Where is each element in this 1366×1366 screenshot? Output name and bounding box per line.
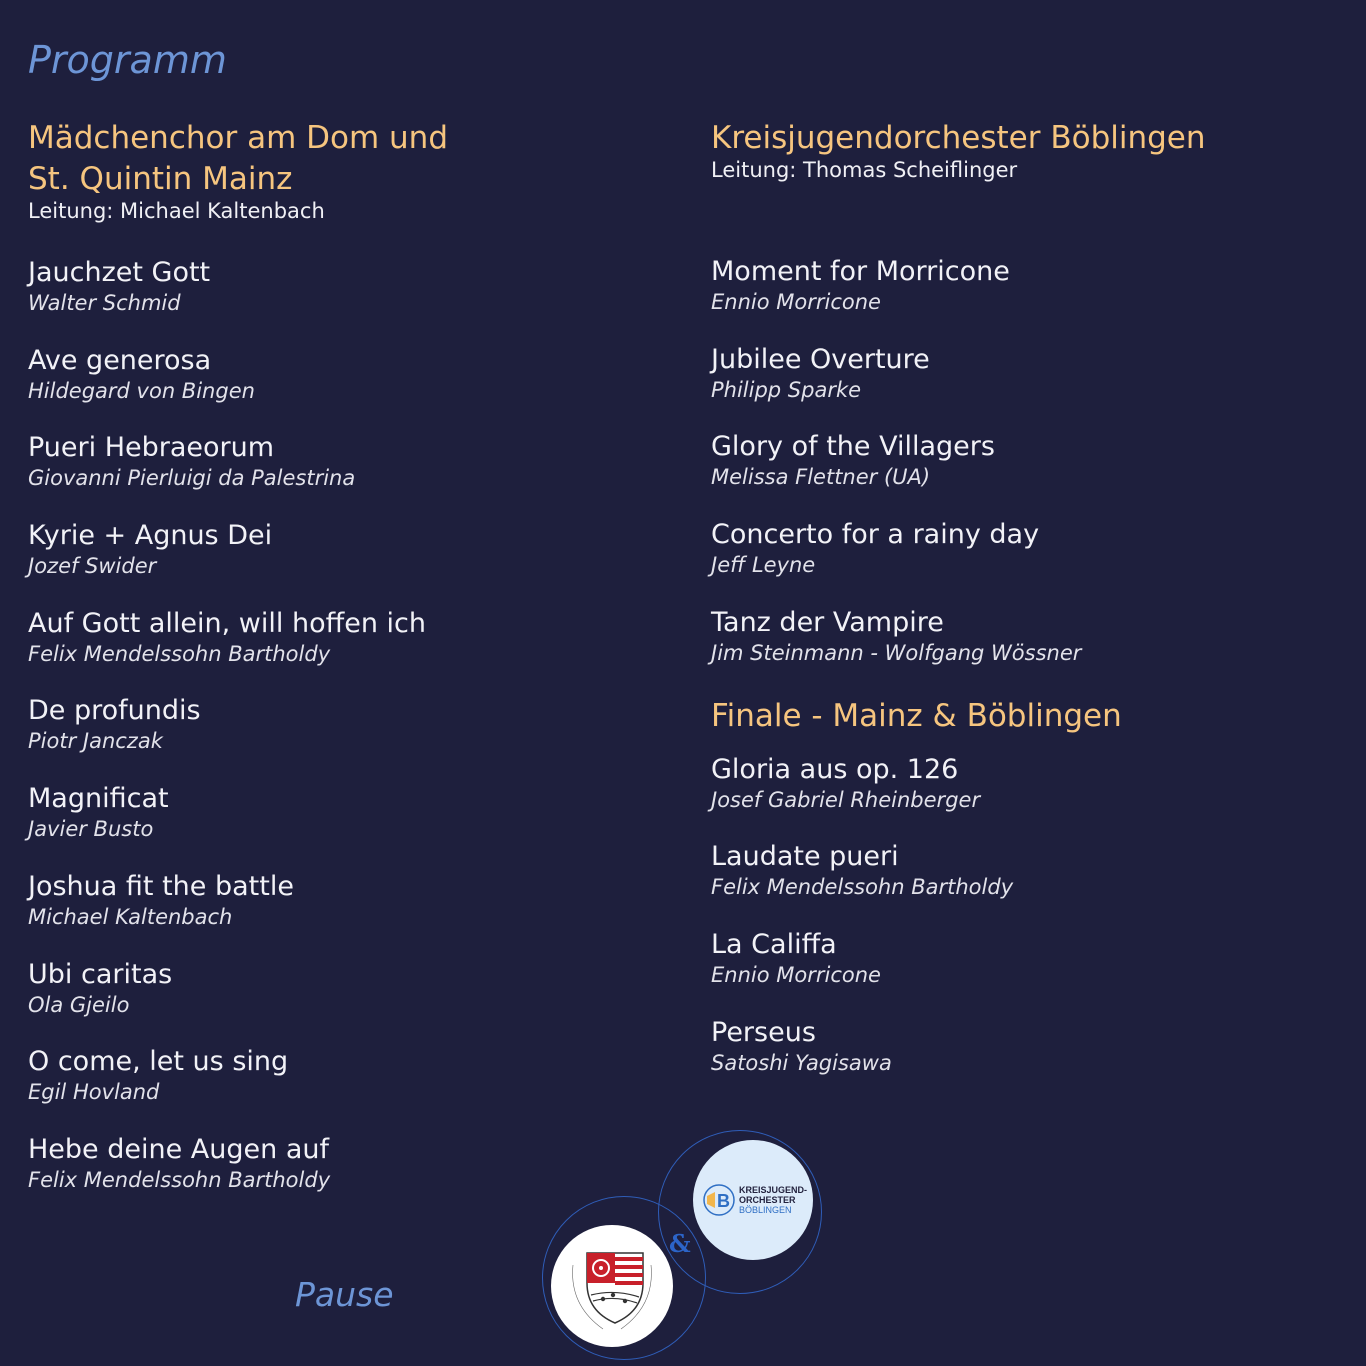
piece-composer: Ola Gjeilo [28,992,130,1017]
orchestra-logo-wordmark [739,1185,807,1215]
piece-composer: Melissa Flettner (UA) [711,465,931,490]
program-item [28,1133,628,1221]
orchestra-piece-list [711,255,1331,690]
piece-title: Gloria aus op. 126 [711,753,959,785]
piece-title: Magnificat [28,783,169,815]
orchestra-logo [693,1140,813,1260]
piece-title: Laudate pueri [711,841,899,873]
program-item [711,606,1331,690]
piece-title: Moment for Morricone [711,256,1010,287]
piece-composer: Ennio Morricone [711,963,881,988]
piece-title: Glory of the Villagers [711,431,995,463]
piece-title: Hebe deine Augen auf [28,1133,329,1165]
program-item [711,518,1331,606]
piece-composer: Satoshi Yagisawa [711,1050,892,1075]
program-item [711,430,1331,518]
choir-crest-icon [551,1225,673,1347]
choir-leader: Leitung: Michael Kaltenbach [28,199,325,223]
program-item [711,753,1331,841]
piece-title: Ubi caritas [28,958,173,990]
program-item [28,694,628,782]
piece-composer: Jim Steinmann - Wolfgang Wössner [711,640,1082,665]
choir-heading-line2: St. Quintin Mainz [28,161,293,197]
piece-composer: Walter Schmid [28,291,181,315]
program-item [711,1016,1331,1104]
piece-title: De profundis [28,695,201,727]
program-item [28,519,628,607]
piece-composer: Ennio Morricone [711,290,881,314]
piece-composer: Egil Hovland [28,1080,160,1105]
piece-composer: Hildegard von Bingen [28,378,255,403]
program-item [28,958,628,1046]
program-item [28,607,628,695]
logo-group [540,1130,830,1366]
program-item [28,344,628,432]
piece-composer: Felix Mendelssohn Bartholdy [28,641,331,666]
program-item [711,840,1331,928]
choir-heading-line1: Mädchenchor am Dom und [28,120,448,156]
orchestra-heading: Kreisjugendorchester Böblingen [711,120,1206,156]
program-item [28,782,628,870]
piece-composer: Piotr Janczak [28,729,163,754]
piece-composer: Giovanni Pierluigi da Palestrina [28,466,356,491]
program-item [28,431,628,519]
piece-title: Ave generosa [28,344,212,376]
piece-title: La Califfa [711,929,837,961]
choir-piece-list [28,256,628,1221]
piece-title: Concerto for a rainy day [711,519,1040,551]
piece-composer: Felix Mendelssohn Bartholdy [28,1167,331,1192]
piece-title: O come, let us sing [28,1046,289,1078]
program-item [28,1045,628,1133]
piece-title: Auf Gott allein, will hoffen ich [28,607,426,639]
piece-title: Jubilee Overture [711,343,930,375]
kjo-line2: ORCHESTER [739,1195,796,1205]
finale-heading: Finale - Mainz & Böblingen [711,697,1122,734]
kjo-line1: KREISJUGEND- [739,1185,808,1195]
piece-composer: Jeff Leyne [711,553,816,578]
piece-composer: Jozef Swider [28,554,157,579]
piece-title: Tanz der Vampire [711,606,944,638]
page-title: Programm [28,38,227,82]
orchestra-program-column [711,118,1331,1104]
ampersand: & [669,1229,691,1258]
piece-title: Pueri Hebraeorum [28,432,275,464]
choir-program-column [28,118,628,1221]
piece-composer: Felix Mendelssohn Bartholdy [711,875,1014,900]
program-item [28,256,628,344]
piece-composer: Philipp Sparke [711,377,862,402]
program-item [28,870,628,958]
piece-title: Perseus [711,1016,816,1048]
pause-label: Pause [295,1275,394,1314]
piece-title: Jauchzet Gott [28,257,211,288]
svg-text:B: B [717,1191,730,1211]
choir-logo [551,1225,673,1347]
kjo-line3: BÖBLINGEN [739,1205,792,1215]
kjo-emblem-icon [699,1180,739,1220]
piece-composer: Josef Gabriel Rheinberger [711,787,981,812]
piece-composer: Javier Busto [28,817,154,842]
orchestra-leader: Leitung: Thomas Scheiflinger [711,158,1018,182]
program-item [711,343,1331,431]
finale-section [711,696,1331,1104]
program-item [711,928,1331,1016]
piece-composer: Michael Kaltenbach [28,904,233,929]
piece-title: Kyrie + Agnus Dei [28,520,273,552]
piece-title: Joshua fit the battle [28,870,294,902]
program-item [711,255,1331,343]
